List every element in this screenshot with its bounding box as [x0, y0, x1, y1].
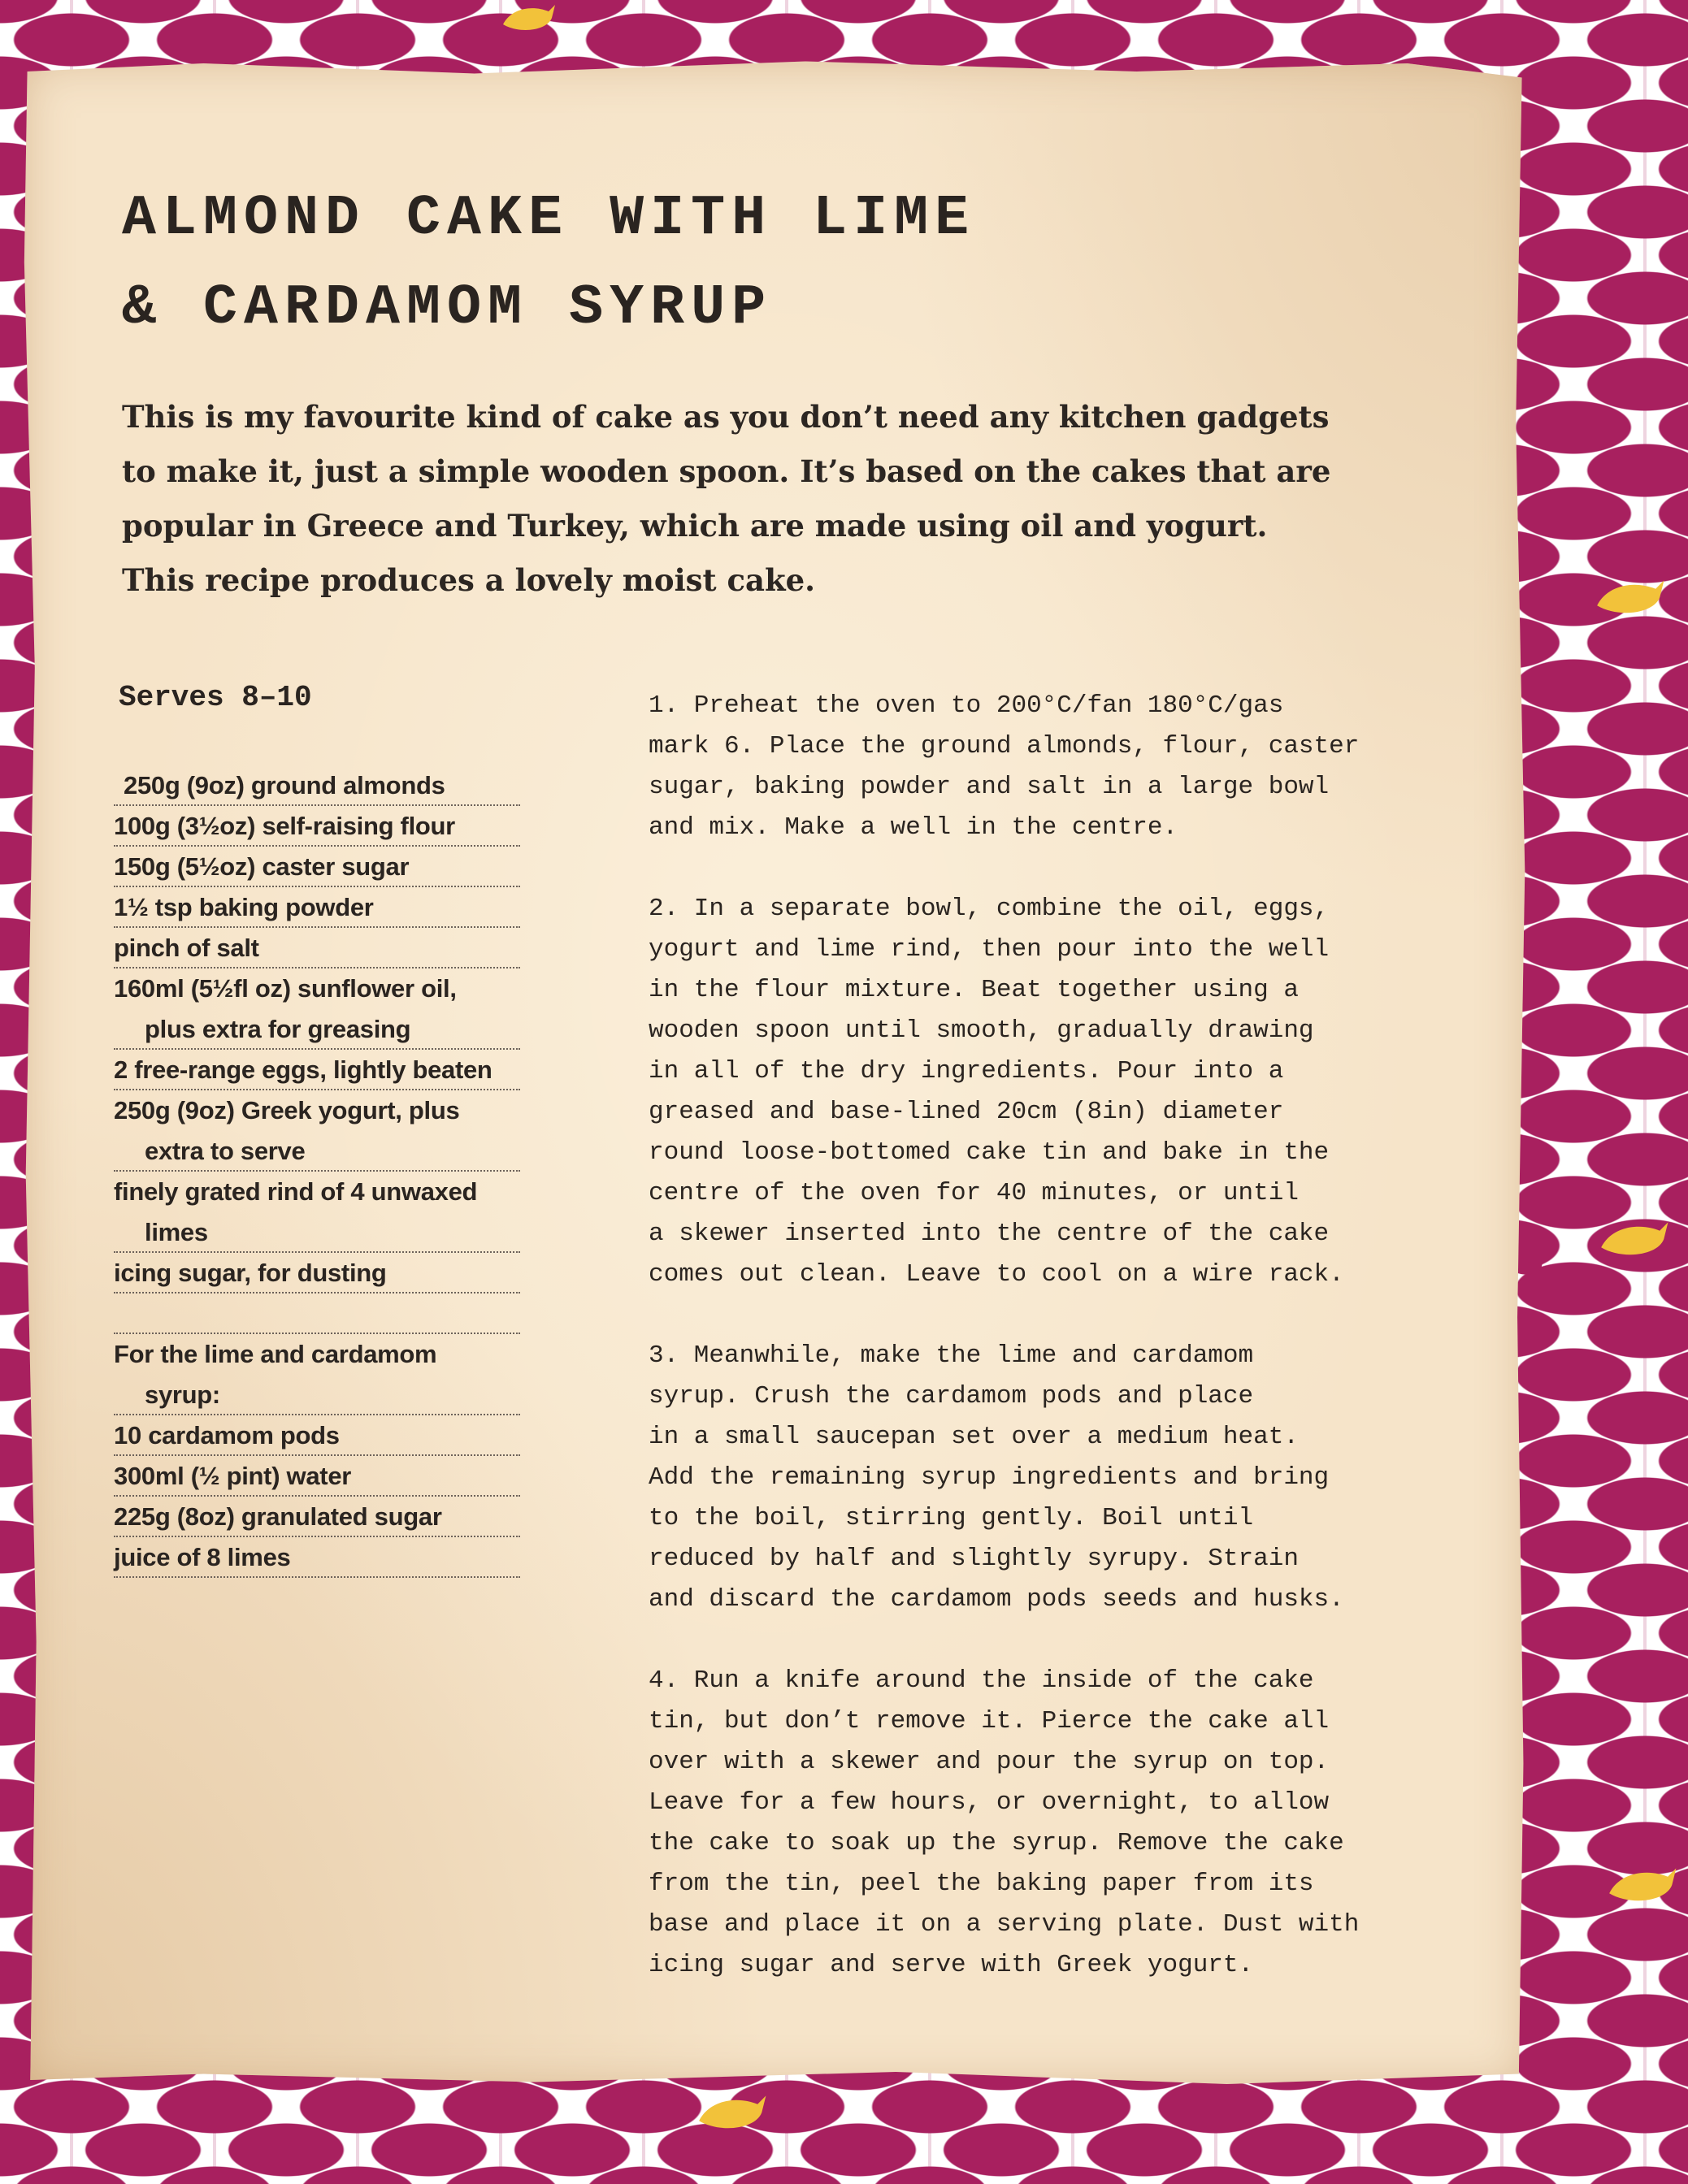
method-line: mark 6. Place the ground almonds, flour, caster: [649, 732, 1360, 760]
method-line: in a small saucepan set over a medium heat.: [649, 1423, 1299, 1451]
method-line: tin, but don’t remove it. Pierce the cake all: [649, 1707, 1330, 1736]
method-line: and mix. Make a well in the centre.: [649, 813, 1178, 842]
ingredients-list: [114, 765, 520, 1578]
method-line: comes out clean. Leave to cool on a wire rack.: [649, 1260, 1344, 1289]
method-line: over with a skewer and pour the syrup on top.: [649, 1748, 1330, 1776]
syrup-heading: For the lime and cardamom: [114, 1340, 437, 1368]
recipe-intro: [122, 390, 1438, 608]
method-line: from the tin, peel the baking paper from its: [649, 1870, 1314, 1898]
ingredient-line: icing sugar, for dusting: [114, 1253, 520, 1294]
ingredient-line: extra to serve: [114, 1131, 520, 1172]
method-line: centre of the oven for 40 minutes, or until: [649, 1179, 1299, 1207]
ingredient-line: plus extra for greasing: [114, 1009, 520, 1050]
ingredient-line: 150g (5½oz) caster sugar: [114, 847, 520, 887]
bird-icon: [500, 0, 557, 36]
method-line: reduced by half and slightly syrupy. Strain: [649, 1545, 1299, 1573]
recipe-title: [122, 175, 1341, 353]
method-line: in the flour mixture. Beat together using a: [649, 976, 1299, 1004]
method-line: round loose-bottomed cake tin and bake in the: [649, 1138, 1330, 1167]
method-step-4: [649, 1661, 1461, 1986]
method-line: and discard the cardamom pods seeds and husks.: [649, 1585, 1344, 1614]
ingredient-line: 1½ tsp baking powder: [114, 887, 520, 928]
serves-label: Serves 8–10: [119, 681, 312, 714]
ingredient-line: pinch of salt: [114, 928, 520, 968]
method-line: sugar, baking powder and salt in a large bowl: [649, 773, 1330, 801]
method-line: Add the remaining syrup ingredients and bring: [649, 1463, 1330, 1492]
method-line: 1. Preheat the oven to 200°C/fan 180°C/gas: [649, 691, 1284, 720]
method-steps: [649, 686, 1461, 2026]
ingredients-divider: [114, 1294, 520, 1334]
method-line: greased and base-lined 20cm (8in) diameter: [649, 1098, 1284, 1126]
method-step-1: [649, 686, 1461, 848]
method-line: base and place it on a serving plate. Dust with: [649, 1910, 1360, 1939]
method-line: the cake to soak up the syrup. Remove the cake: [649, 1829, 1344, 1857]
intro-line: to make it, just a simple wooden spoon. It’s based on the cakes that are: [122, 453, 1331, 489]
method-line: yogurt and lime rind, then pour into the well: [649, 935, 1330, 964]
ingredient-line: 250g (9oz) ground almonds: [114, 765, 520, 806]
bird-icon: [695, 2088, 768, 2137]
method-line: syrup. Crush the cardamom pods and place: [649, 1382, 1254, 1410]
title-line: ALMOND CAKE WITH LIME: [122, 187, 976, 251]
method-line: Leave for a few hours, or overnight, to allow: [649, 1788, 1330, 1817]
bird-icon: [1593, 573, 1666, 622]
intro-line: This is my favourite kind of cake as you don’t need any kitchen gadgets: [122, 399, 1330, 435]
method-line: in all of the dry ingredients. Pour into a: [649, 1057, 1284, 1086]
syrup-heading: syrup:: [114, 1375, 520, 1415]
ingredient-line: limes: [114, 1212, 520, 1253]
ingredient-line: 225g (8oz) granulated sugar: [114, 1497, 520, 1537]
method-line: icing sugar and serve with Greek yogurt.: [649, 1951, 1254, 1979]
method-line: to the boil, stirring gently. Boil until: [649, 1504, 1254, 1532]
method-line: a skewer inserted into the centre of the cake: [649, 1220, 1330, 1248]
ingredient-line: 300ml (½ pint) water: [114, 1456, 520, 1497]
method-step-3: [649, 1336, 1461, 1620]
ingredient-line: 10 cardamom pods: [114, 1415, 520, 1456]
bird-icon: [1597, 1215, 1670, 1263]
method-line: 3. Meanwhile, make the lime and cardamom: [649, 1341, 1254, 1370]
method-line: 2. In a separate bowl, combine the oil, eggs,: [649, 895, 1330, 923]
ingredient-line: 250g (9oz) Greek yogurt, plus: [114, 1096, 460, 1124]
title-line: & CARDAMOM SYRUP: [122, 276, 773, 340]
method-step-2: [649, 889, 1461, 1295]
intro-line: popular in Greece and Turkey, which are made using oil and yogurt.: [122, 508, 1268, 544]
method-line: wooden spoon until smooth, gradually drawing: [649, 1016, 1314, 1045]
ingredient-line: finely grated rind of 4 unwaxed: [114, 1177, 478, 1206]
ingredient-line: 100g (3½oz) self-raising flour: [114, 806, 520, 847]
ingredient-line: juice of 8 limes: [114, 1537, 520, 1578]
method-line: 4. Run a knife around the inside of the cake: [649, 1666, 1314, 1695]
ingredient-line: 160ml (5½fl oz) sunflower oil,: [114, 974, 457, 1003]
bird-icon: [1605, 1861, 1678, 1909]
ingredient-line: 2 free-range eggs, lightly beaten: [114, 1050, 520, 1090]
intro-line: This recipe produces a lovely moist cake.: [122, 562, 816, 598]
